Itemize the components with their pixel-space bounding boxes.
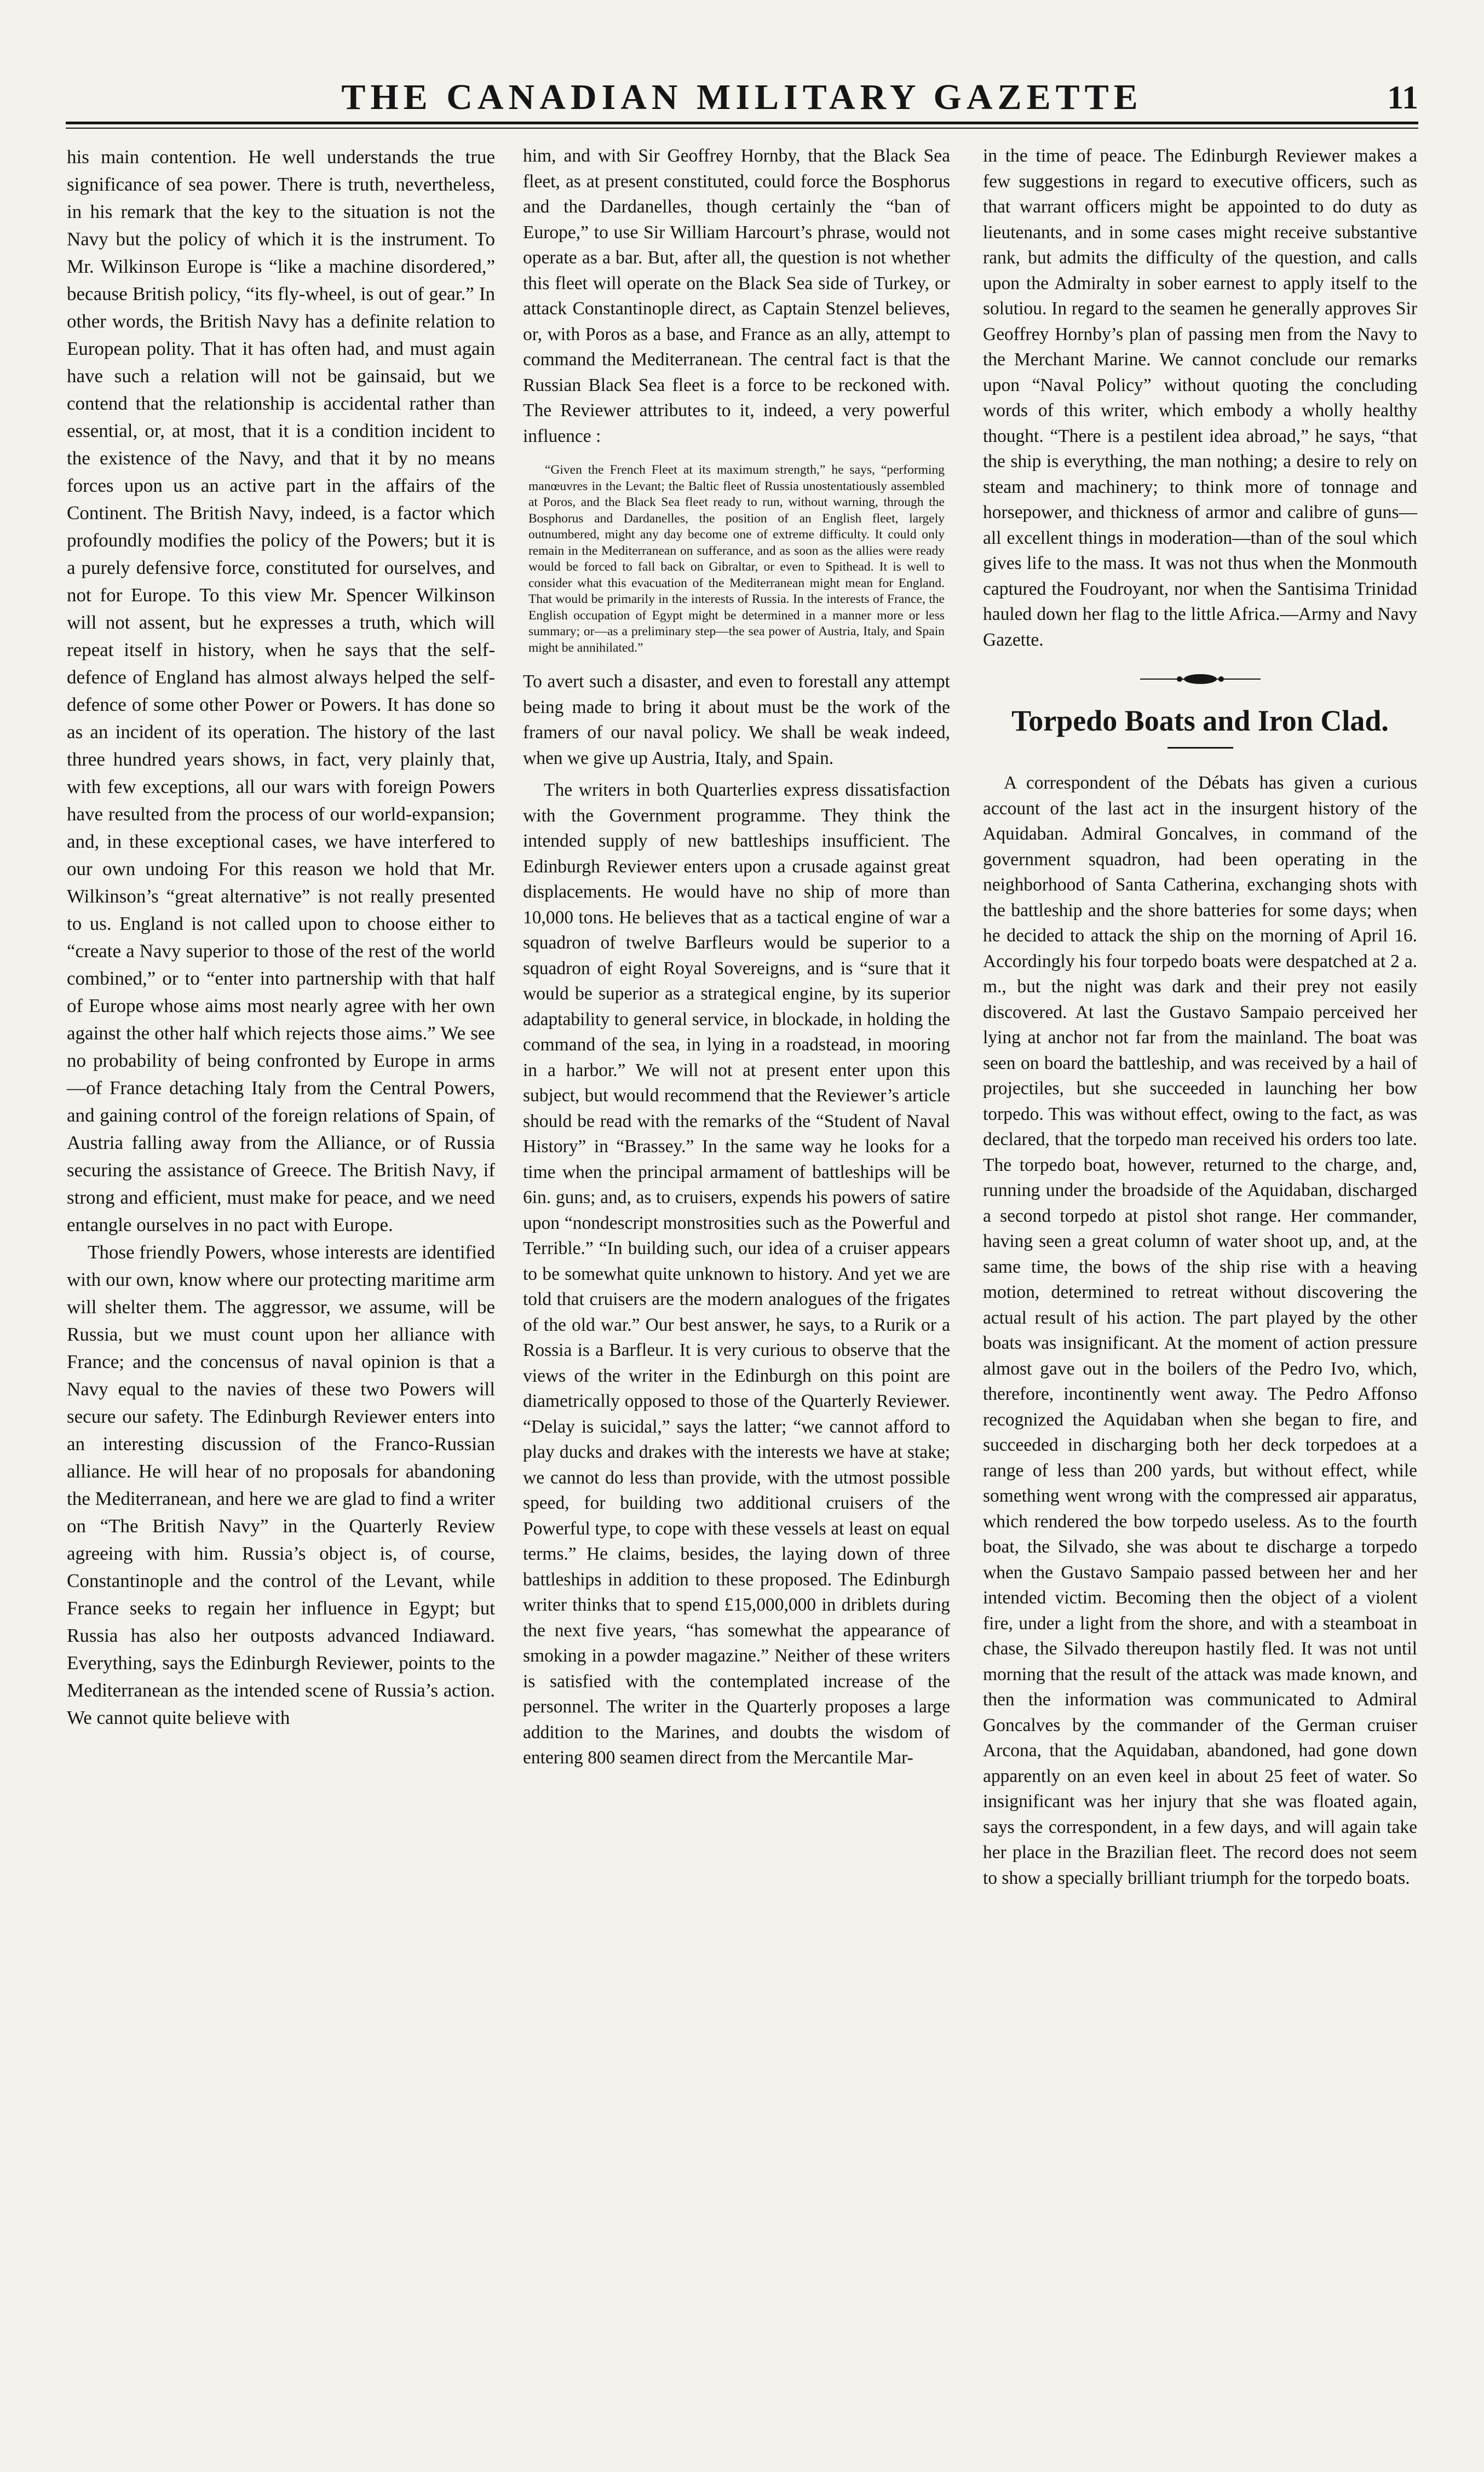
title-underline	[1167, 747, 1233, 749]
page-number: 11	[1387, 79, 1418, 116]
article-title: Torpedo Boats and Iron Clad.	[1011, 704, 1389, 737]
article-paragraph: A correspondent of the Débats has given a curious account of the last act in the insurgent history of the Aquidaban. Admiral Goncalves, in command of the government squadron, had been operating in the neighborhood of Santa Catherina, exchanging shots with the battleship and the shore batteries for some days; when he decided to attack the ship on the morning of April 16. Accordingly his four torpedo boats were despatched at 2 a. m., but the night was dark and their prey not easily discovered. At last the Gustavo Sampaio perceived her lying at anchor not far from the mainland. The boat was seen on board the battleship, and was received by a hail of projectiles, but she succeeded in launching her bow torpedo. This was without effect, owing to the fact, as was declared, that the torpedo man received his orders too late. The torpedo boat, however, returned to the charge, and, running under the broadside of the Aquidaban, discharged a second torpedo at pistol shot range. Her commander, having seen a great column of water shoot up, and, at the same time, the bows of the ship rise with a heaving motion, determined to retreat without discovering the actual result of his action. The part played by the other boats was insignificant. At the moment of action pressure almost gave out in the boilers of the Pedro Ivo, which, therefore, incontinently went away. The Pedro Affonso recognized the Aquidaban when she began to fire, and succeeded in discharging both her deck torpedoes at a range of less than 200 yards, but without effect, while something went wrong with the compressed air apparatus, which rendered the bow torpedo useless. As to the fourth boat, the Silvado, she was about te discharge a torpedo when the Gustavo Sampaio passed between her and her intended victim. Becoming then the object of a violent fire, under a light from the shore, and with a steamboat in chase, the Silvado thereupon hastily fled. It was not until morning that the result of the attack was made known, and then the information was communicated to Admiral Goncalves by the commander of the German cruiser Arcona, that the Aquidaban, abandoned, had gone down apparently on an even keel in about 25 feet of water. So insignificant was her injury that she was floated again, says the correspondent, in a few days, and will again take her place in the Brazilian fleet. The record does not seem to show a specially brilliant triumph for the torpedo boats.	[983, 773, 1417, 1888]
page-header	[66, 76, 1418, 119]
header-rule-thin	[66, 128, 1418, 129]
column-2	[523, 143, 950, 1771]
column-3	[983, 143, 1417, 1891]
header-rule-thick	[66, 122, 1418, 124]
col2-paragraph: The writers in both Quarterlies express dissatisfaction with the Government programme. They think the intended supply of new battleships insufficient. The Edinburgh Reviewer enters upon a crusade against great displacements. He would have no ship of more than 10,000 tons. He believes that as a tactical engine of war a squadron of twelve Barfleurs would be superior to a squadron of eight Royal Sovereigns, and is “sure that it would be superior as a strategical engine, by its superior adaptability to general service, in blockade, in holding the command of the sea, in lying in a roadstead, in mooring in a harbor.” We will not at present enter upon this subject, but would recommend that the Reviewer’s article should be read with the remarks of the “Student of Naval History” in “Brassey.” In the same way he looks for a time when the principal armament of battleships will be 6in. guns; and, as to cruisers, expends his powers of satire upon “nondescript monstrosities such as the Powerful and Terrible.” “In building such, our idea of a cruiser appears to be somewhat quite unknown to history. And yet we are told that cruisers are the modern analogues of the frigates of the old war.” Our best answer, he says, to a Rurik or a Rossia is a Barfleur. It is very curious to observe that the views of the writer in the Edinburgh on this point are diametrically opposed to those of the Quarterly Reviewer. “Delay is suicidal,” says the latter; “we cannot afford to play ducks and drakes with the interests we have at stake; we cannot do less than provide, with the utmost possible speed, for building two additional cruisers of the Powerful type, to cope with these vessels at least on equal terms.” He claims, besides, the laying down of three battleships in addition to these proposed. The Edinburgh writer thinks that to spend £15,000,000 in driblets during the next five years, “has somewhat the appearance of smoking in a powder magazine.” Neither of these writers is satisfied with the contemplated increase of the personnel. The writer in the Quarterly proposes a large addition to the Marines, and doubts the wisdom of entering 800 seamen direct from the Mercantile Mar-	[523, 780, 950, 1768]
col2-paragraph: him, and with Sir Geoffrey Hornby, that the Black Sea fleet, as at present constituted, could force the Bosphorus and the Dardanelles, though certainly the “ban of Europe,” to use Sir William Harcourt’s phrase, would not operate as a bar. But, after all, the question is not whether this fleet will operate on the Black Sea side of Turkey, or attack Constantinople direct, as Captain Stenzel believes, or, with Poros as a base, and France as an ally, attempt to command the Mediterranean. The central fact is that the Russian Black Sea fleet is a force to be reckoned with. The Reviewer attributes to it, indeed, a very powerful influence :	[523, 146, 950, 446]
col1-paragraph: Those friendly Powers, whose interests are identified with our own, know where our protecting maritime arm will shelter them. The aggressor, we assume, will be Russia, but we must count upon her alliance with France; and the concensus of naval opinion is that a Navy equal to the navies of these two Powers will secure our safety. The Edinburgh Reviewer enters into an interesting discussion of the Franco-Russian alliance. He will hear of no proposals for abandoning the Mediterranean, and here we are glad to find a writer on “The British Navy” in the Quarterly Review agreeing with him. Russia’s object is, of course, Constantinople and the control of the Levant, while France seeks to regain her influence in Egypt; but Russia has also her outposts advanced Indiaward. Everything, says the Edinburgh Reviewer, points to the Mediterranean as the intended scene of Russia’s action. We cannot quite believe with	[67, 1241, 495, 1728]
col2-paragraph: To avert such a disaster, and even to forestall any attempt being made to bring it about must be the work of the framers of our naval policy. We shall be weak indeed, when we give up Austria, Italy, and Spain.	[523, 671, 950, 768]
ornament-divider-icon	[1118, 672, 1282, 686]
block-quote: “Given the French Fleet at its maximum strength,” he says, “performing manœuvres in the Levant; the Baltic fleet of Russia unostentatiously assembled at Poros, and the Black Sea fleet ready to run, without warning, through the Bosphorus and Dardanelles, the position of an English fleet, largely outnumbered, might any day become one of extreme difficulty. It could only remain in the Mediterranean on sufferance, and as soon as the allies were ready would be forced to fall back on Gibraltar, or even to Spithead. It is well to consider what this evacuation of the Mediterranean might mean for England. That would be primarily in the interests of Russia. In the interests of France, the English occupation of Egypt might be determined in a manner more or less summary; or—as a preliminary step—the sea power of Austria, Italy, and Spain might be annihilated.”	[528, 463, 945, 655]
col3-paragraph: in the time of peace. The Edinburgh Reviewer makes a few suggestions in regard to executive officers, such as that warrant officers might be appointed to do duty as lieutenants, and in some cases might receive substantive rank, but admits the difficulty of the question, and calls upon the Admiralty in sober earnest to apply itself to the solutiou. In regard to the seamen he generally approves Sir Geoffrey Hornby’s plan of passing men from the Navy to the Merchant Marine. We cannot conclude our remarks upon “Naval Policy” without quoting the concluding words of this writer, which embody a wholly healthy thought. “There is a pestilent idea abroad,” he says, “that the ship is everything, the man nothing; a desire to rely on steam and machinery; to think more of tonnage and horsepower, and thickness of armor and calibre of guns—all excellent things in moderation—than of the soul which gives life to the mass. It was not thus when the Monmouth captured the Foudroyant, nor when the Santisima Trinidad hauled down her flag to the little Africa.—Army and Navy Gazette.	[983, 146, 1417, 650]
newspaper-title: THE CANADIAN MILITARY GAZETTE	[341, 77, 1143, 117]
col1-paragraph: his main contention. He well understands the true significance of sea power. There is truth, nevertheless, in his remark that the key to the situation is not the Navy but the policy of which it is the instrument. To Mr. Wilkinson Europe is “like a machine disordered,” because British policy, “its fly-wheel, is out of gear.” In other words, the British Navy has a definite relation to European polity. That it has often had, and must again have such a relation will not be gainsaid, but we contend that the relationship is accidental rather than essential, or, at most, that it is a condition incident to the existence of the Navy, and that it by no means forces upon us an active part in the affairs of the Continent. The British Navy, indeed, is a factor which profoundly modifies the policy of the Powers; but it is a purely defensive force, constituted for ourselves, and not for Europe. To this view Mr. Spencer Wilkinson will not assent, but he expresses a truth, which will repeat itself in history, when he says that the self-defence of England has almost always helped the self-defence of some other Power or Powers. It has done so as an incident of its operation. The history of the last three hundred years shows, in fact, very plainly that, with few exceptions, all our wars with foreign Powers have resulted from the process of our world-expansion; and, in these exceptional cases, we have interfered to our own undoing For this reason we hold that Mr. Wilkinson’s “great alternative” is not really presented to us. England is not called upon to choose either to “create a Navy superior to those of the rest of the world combined,” or to “enter into partnership with that half of Europe whose aims most nearly agree with her own against the other half which rejects those aims.” We see no probability of being confronted by Europe in arms—of France detaching Italy from the Central Powers, and gaining control of the foreign relations of Spain, of Austria falling away from the Alliance, or of Russia securing the assistance of Greece. The British Navy, if strong and efficient, must make for peace, and we need entangle ourselves in no pact with Europe.	[67, 146, 495, 1235]
column-1	[67, 143, 495, 1732]
